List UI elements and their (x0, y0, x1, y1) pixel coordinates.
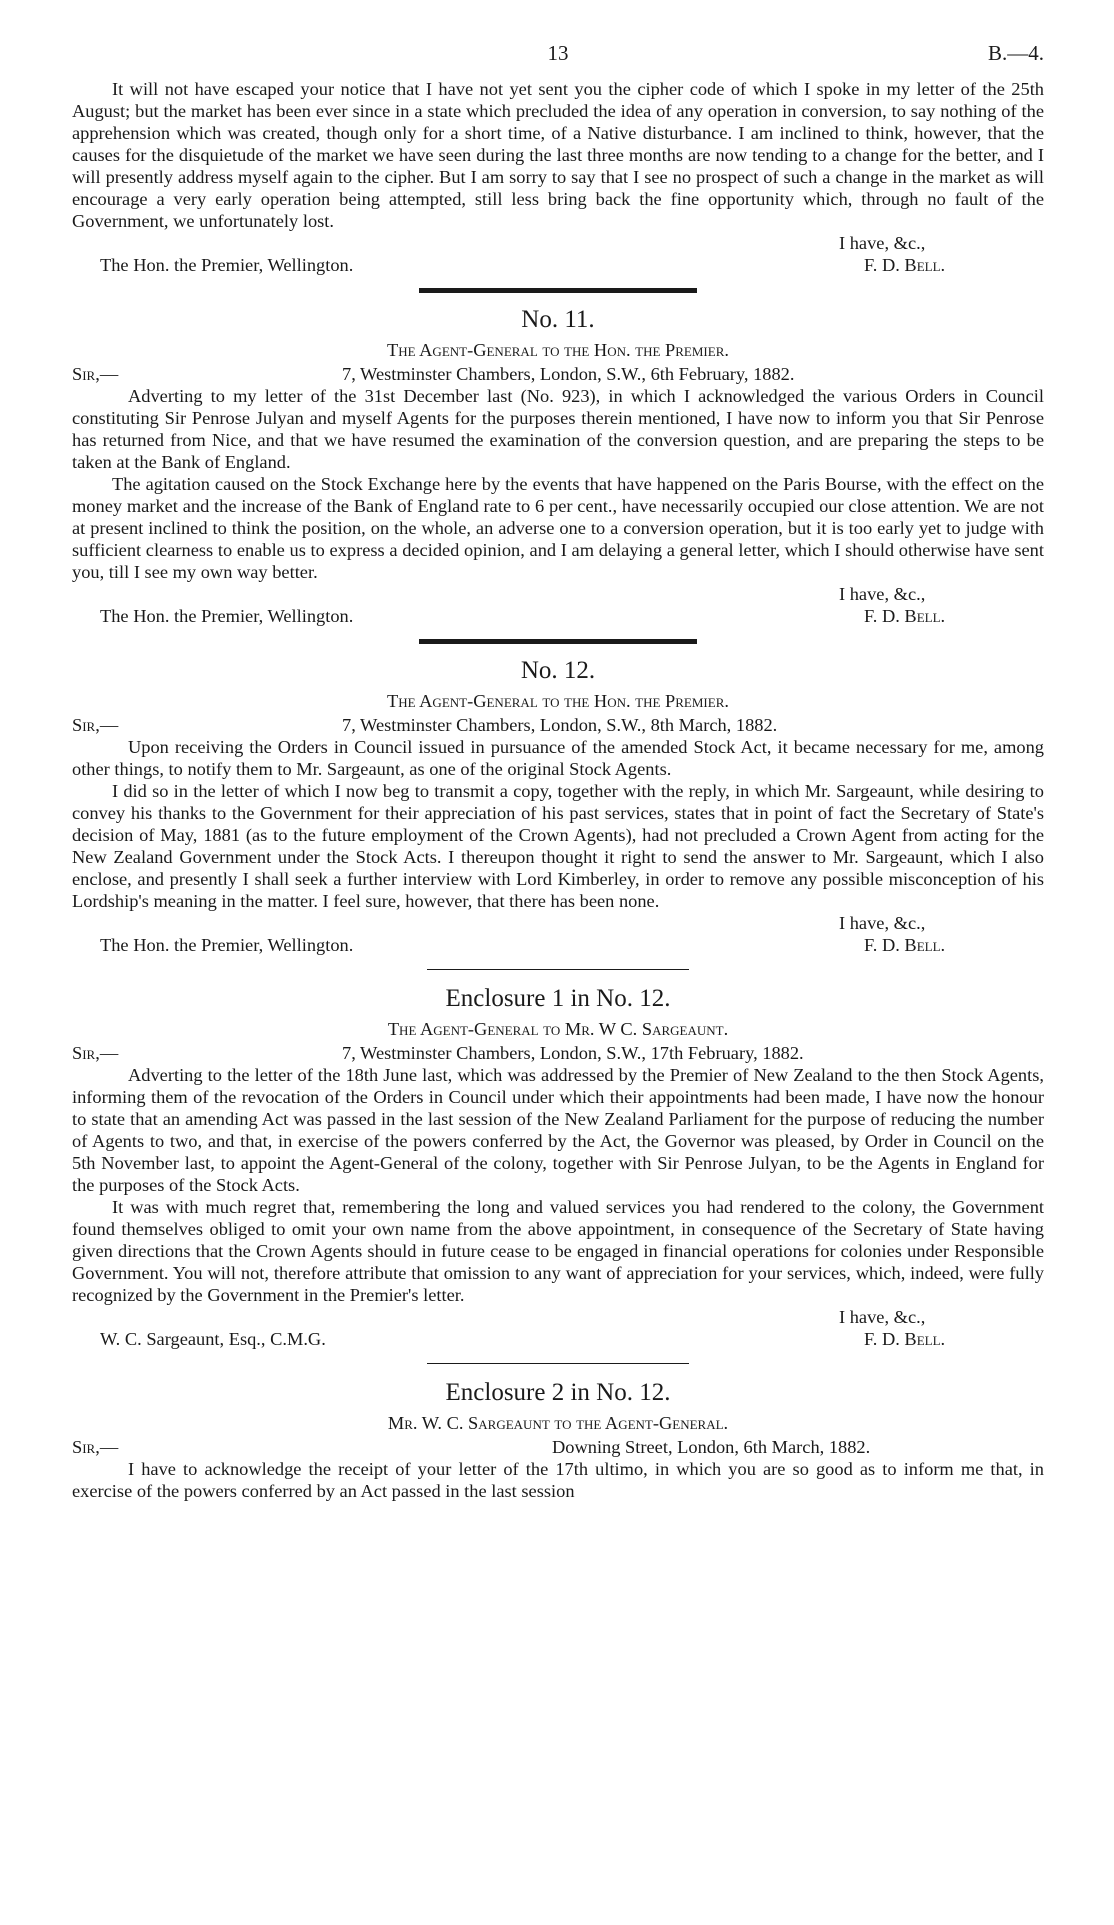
letter-no-12 (72, 656, 1044, 956)
signature-row (72, 254, 1044, 276)
letter-paragraph: I have to acknowledge the receipt of your letter of the 17th ultimo, in which you are so good as to inform me that, in exercise of the powers conferred by an Act passed in the last session (72, 1459, 1044, 1501)
letter-no-11 (72, 305, 1044, 627)
section-divider (419, 288, 697, 293)
enclosure-heading: Enclosure 1 in No. 12. (445, 985, 671, 1012)
page-number: 13 (547, 41, 569, 65)
addressee: The Hon. the Premier, Wellington. (100, 255, 354, 275)
enclosure-heading: Enclosure 2 in No. 12. (445, 1379, 671, 1406)
enclosure-subheading: The Agent-General to Mr. W C. Sargeaunt. (387, 1019, 729, 1039)
document-reference: B.—4. (987, 41, 1044, 65)
enclosure-1 (72, 984, 1044, 1350)
letter-paragraph: I did so in the letter of which I now beg to transmit a copy, together with the reply, in which Mr. Sargeaunt, while desiring to convey his thanks to the Government for their appreciation of his past services, states that in point of fact the Secretary of State's decision of May, 1881 (as to the future employment of the Crown Agents), had not precluded a Crown Agent from acting for the New Zealand Government under the Stock Acts. I thereupon thought it right to send the answer to Mr. Sargeaunt, which I also enclose, and presently I shall seek a further interview with Lord Kimberley, in order to remove any possible misconception of his Lordship's meaning in the matter. I feel sure, however, that there has been none. (72, 781, 1044, 911)
letter-paragraph: Adverting to the letter of the 18th June last, which was addressed by the Premier of New Zealand to the then Stock Agents, informing them of the revocation of the Orders in Council under which their appointments had been made, I have now the honour to state that an amending Act was passed in the last session of the New Zealand Parliament for the purpose of reducing the number of Agents to two, and that, in exercise of the powers conferred by the Act, the Governor was pleased, by Order in Council on the 5th November last, to appoint the Agent-General of the colony, together with Sir Penrose Julyan, to be the Agents in England for the purposes of the Stock Acts. (72, 1065, 1044, 1195)
closing-line (72, 912, 1044, 934)
letter-paragraph: Adverting to my letter of the 31st December last (No. 923), in which I acknowledged the various Orders in Council constituting Sir Penrose Julyan and myself Agents for the purposes therein mentioned, I have now to inform you that Sir Penrose has returned from Nice, and that we have resumed the examination of the conversion question, and are preparing the steps to be taken at the Bank of England. (72, 386, 1044, 472)
salutation: Sir,— (72, 715, 119, 735)
document-page (72, 42, 1044, 1502)
signature-row (72, 1328, 1044, 1350)
closing-line (72, 1306, 1044, 1328)
addressee: The Hon. the Premier, Wellington. (100, 606, 354, 626)
signature-row (72, 605, 1044, 627)
letter-paragraph: It was with much regret that, remembering the long and valued services you had rendered to the colony, the Government found themselves obliged to omit your own name from the above appointment, in consequence of the Secretary of State having given directions that the Crown Agents should in future cease to be engaged in financial operations for colonies under Responsible Government. You will not, therefore attribute that omission to any want of appreciation for your services, which, indeed, were fully recognized by the Government in the Premier's letter. (72, 1197, 1044, 1305)
enclosure-2 (72, 1378, 1044, 1502)
letter-paragraph: The agitation caused on the Stock Exchange here by the events that have happened on the Paris Bourse, with the effect on the money market and the increase of the Bank of England rate to 6 per cent., have necessarily occupied our close attention. We are not at present inclined to think the position, on the whole, an adverse one to a conversion operation, but it is too early yet to judge with sufficient clearness to enable us to express a decided opinion, and I am delaying a general letter, which I should otherwise have sent you, till I see my own way better. (72, 474, 1044, 582)
signature-row (72, 934, 1044, 956)
letter-heading: No. 11. (521, 306, 595, 333)
closing-line (72, 232, 1044, 254)
letter-address: 7, Westminster Chambers, London, S.W., 17th February, 1882. (342, 1043, 804, 1063)
letter-address: Downing Street, London, 6th March, 1882. (552, 1437, 871, 1457)
signature: F. D. Bell. (864, 606, 946, 626)
enclosure-subheading: Mr. W. C. Sargeaunt to the Agent-General. (387, 1413, 729, 1433)
signature: F. D. Bell. (864, 255, 946, 275)
salutation-row (72, 1436, 1044, 1458)
closing-line (72, 583, 1044, 605)
salutation: Sir,— (72, 1043, 119, 1063)
section-divider (427, 969, 689, 970)
closing: I have, &c., (839, 913, 926, 933)
continued-letter (72, 78, 1044, 276)
intro-paragraph: It will not have escaped your notice that I have not yet sent you the cipher code of which I spoke in my letter of the 25th August; but the market has been ever since in a state which precluded the idea of any operation in conversion, to say nothing of the apprehension which was created, though only for a short time, of a Native disturbance. I am inclined to think, however, that the causes for the disquietude of the market we have seen during the last three months are now tending to a change for the better, and I will presently address myself again to the cipher. But I am sorry to say that I see no prospect of such a change in the market as will encourage a very early operation being attempted, still less bring back the fine opportunity which, through no fault of the Government, we unfortunately lost. (72, 79, 1044, 231)
page-header (72, 42, 1044, 78)
letter-heading: No. 12. (520, 657, 596, 684)
addressee: W. C. Sargeaunt, Esq., C.M.G. (100, 1329, 326, 1349)
salutation: Sir,— (72, 1437, 119, 1457)
section-divider (427, 1363, 689, 1364)
closing: I have, &c., (839, 1307, 926, 1327)
addressee: The Hon. the Premier, Wellington. (100, 935, 354, 955)
letter-address: 7, Westminster Chambers, London, S.W., 6th February, 1882. (342, 364, 795, 384)
section-divider (419, 639, 697, 644)
signature: F. D. Bell. (864, 1329, 946, 1349)
salutation-row (72, 1042, 1044, 1064)
salutation: Sir,— (72, 364, 119, 384)
letter-subheading: The Agent-General to the Hon. the Premier. (387, 340, 729, 360)
salutation-row (72, 363, 1044, 385)
closing: I have, &c., (839, 233, 926, 253)
salutation-row (72, 714, 1044, 736)
letter-paragraph: Upon receiving the Orders in Council issued in pursuance of the amended Stock Act, it became necessary for me, among other things, to notify them to Mr. Sargeaunt, as one of the original Stock Agents. (72, 737, 1044, 779)
closing: I have, &c., (839, 584, 926, 604)
letter-subheading: The Agent-General to the Hon. the Premier. (387, 691, 729, 711)
letter-address: 7, Westminster Chambers, London, S.W., 8th March, 1882. (342, 715, 778, 735)
signature: F. D. Bell. (864, 935, 946, 955)
